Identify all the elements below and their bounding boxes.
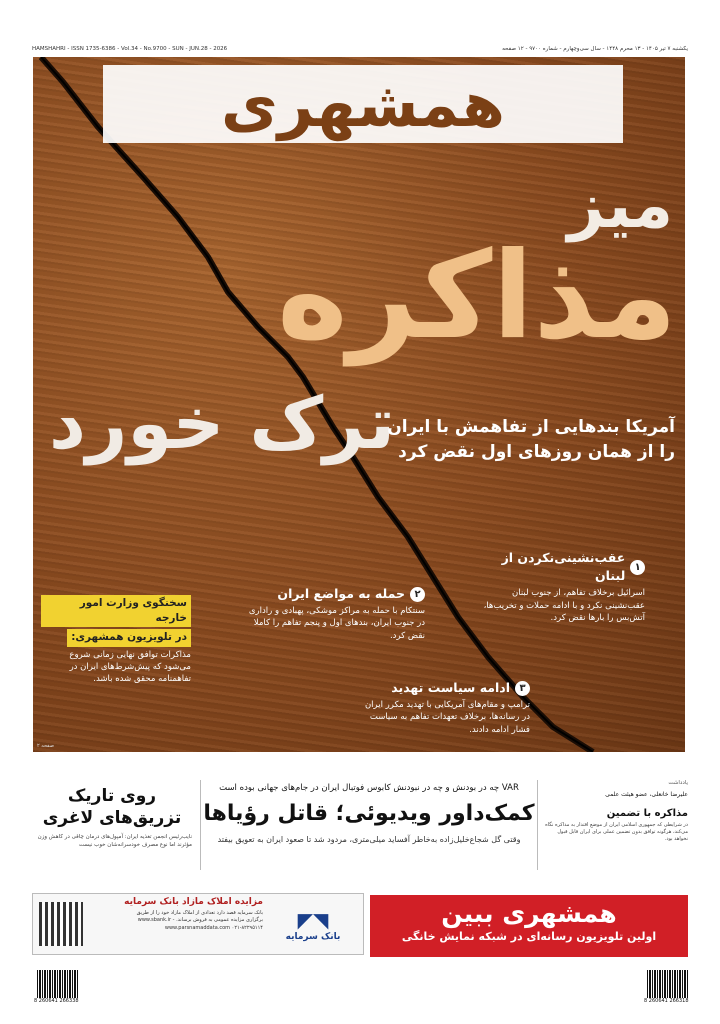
column-text: در شرایطی که جمهوری اسلامی ایران از موضع اقتدار به مذاکره نگاه می‌کند، هرگونه توافق بدون تضمین عملی برای ایران قابل قبول نخواهد بود. (545, 822, 688, 842)
hamshahri-tv-ad[interactable] (370, 895, 688, 957)
headline-line2: مذاکره (276, 227, 677, 366)
cover-image (33, 57, 685, 752)
masthead-logo (103, 65, 623, 143)
health-headline-1: روی تاریک (67, 786, 157, 806)
point-text: سنتکام با حمله به مراکز موشکی، پهبادی و راداری در جنوب ایران، بندهای اول و پنجم تفاهم را کاملا نقض کرد. (248, 606, 425, 641)
tv-ad-subtitle: اولین تلویزیون رسانه‌ای در شبکه نمایش خانگی (401, 930, 657, 943)
headline-line3: ترک خورد (48, 381, 395, 465)
point-title: ادامه سیاست تهدید (391, 680, 510, 695)
auction-body: بانک سرمایه قصد دارد تعدادی از املاک مازاد خود را از طریق برگزاری مزایده عمومی به فروش برساند. www.sbank.ir - www.parsnamaddata.com (136, 910, 263, 931)
headline-line1: میز (567, 169, 673, 243)
bank-logo-icon: ◥◤ (297, 908, 329, 932)
point-3 (360, 679, 530, 736)
column-label: یادداشت (668, 780, 688, 786)
sports-kicker: VAR چه در بودنش و چه در نبودنش کابوس فوتبال ایران در جام‌های جهانی بوده است (219, 783, 519, 793)
barcode-left (34, 970, 79, 1004)
cover-page-number: صفحه ۲ (37, 743, 54, 749)
spokesperson-tag2: در تلویزیون همشهری: (67, 629, 191, 646)
health-story[interactable] (32, 780, 192, 870)
sports-text: وقتی گل شجاع‌خلیل‌زاده به‌خاطر آفساید میلی‌متری، مردود شد تا صعود ایران به تعویق بیفتد (217, 835, 521, 844)
bank-auction-ad[interactable] (32, 893, 364, 955)
column-note[interactable] (544, 780, 688, 870)
barcode-number: 8 260641 266318 (644, 998, 689, 1004)
point-number: ۱ (630, 560, 645, 575)
sports-story[interactable] (200, 780, 538, 870)
bank-name: بانک سرمایه (285, 932, 341, 942)
masthead-text: همشهری (221, 67, 505, 141)
barcode-right (644, 970, 689, 1004)
point-2 (245, 585, 425, 642)
point-title: عقب‌نشینی‌نکردن از لبنان (501, 550, 626, 584)
tv-ad-title: همشهری ببین (441, 899, 617, 928)
sports-headline: کمک‌داور ویدیوئی؛ قاتل رؤیاها (203, 801, 535, 826)
point-title: حمله به مواضع ایران (277, 586, 405, 601)
point-text: ترامپ و مقام‌های آمریکایی با تهدید مکرر ایران در رسانه‌ها، برخلاف تعهدات تفاهم به سیاست فشار ادامه دادند. (364, 700, 530, 735)
subheadline: آمریکا بندهایی از تفاهمش با ایران را از همان روزهای اول نقض کرد (387, 417, 675, 462)
barcode-number: 8 260641 266338 (34, 998, 79, 1004)
barcode-icon (647, 970, 689, 998)
column-author: علیرضا خانعلی، عضو هیئت علمی (605, 791, 688, 798)
barcode-icon (37, 970, 79, 998)
bank-brand (269, 908, 357, 942)
point-1 (470, 549, 645, 624)
point-number: ۲ (410, 587, 425, 602)
auction-text (133, 910, 263, 932)
health-headline-2: تزریق‌های لاغری (42, 808, 182, 828)
spokesperson-tag: سخنگوی وزارت امور خارجه (41, 595, 191, 627)
spokesperson-box (41, 595, 191, 686)
column-headline: مذاکره با تضمین (606, 808, 688, 819)
auction-phone: ۰۲۱-۸۲۲۹۵۱۱۴ (231, 924, 263, 931)
point-number: ۳ (515, 681, 530, 696)
auction-title: مزایده املاک مازاد بانک سرمایه (124, 897, 263, 907)
issue-info-latin: HAMSHAHRI - ISSN 1735-6386 - Vol.34 - No.9700 - SUN - JUN.28 - 2026 (32, 46, 228, 52)
health-text: نایب‌رئیس انجمن تغذیه ایران: آمپول‌های درمان چاقی در کاهش وزن مؤثرند اما نوع مصرف خودسرانه‌شان خوب نیست (37, 834, 192, 848)
issue-info-persian: یکشنبه ۷ تیر ۱۴۰۵ - ۱۳ محرم ۱۴۴۸ - سال سی‌و‌چهارم - شماره ۹۷۰۰ - ۱۲ صفحه (502, 46, 688, 52)
top-info-bar (32, 46, 688, 56)
point-text: اسرائیل برخلاف تفاهم، از جنوب لبنان عقب‌نشینی نکرد و با ادامه حملات و تخریب‌ها، آتش‌بس را بارها نقض کرد. (483, 588, 645, 623)
qr-code-icon[interactable] (39, 902, 83, 946)
spokesperson-text: مذاکرات توافق نهایی زمانی شروع می‌شود که پیش‌شرط‌های ایران در تفاهمنامه محقق شده باشد. (69, 649, 191, 685)
